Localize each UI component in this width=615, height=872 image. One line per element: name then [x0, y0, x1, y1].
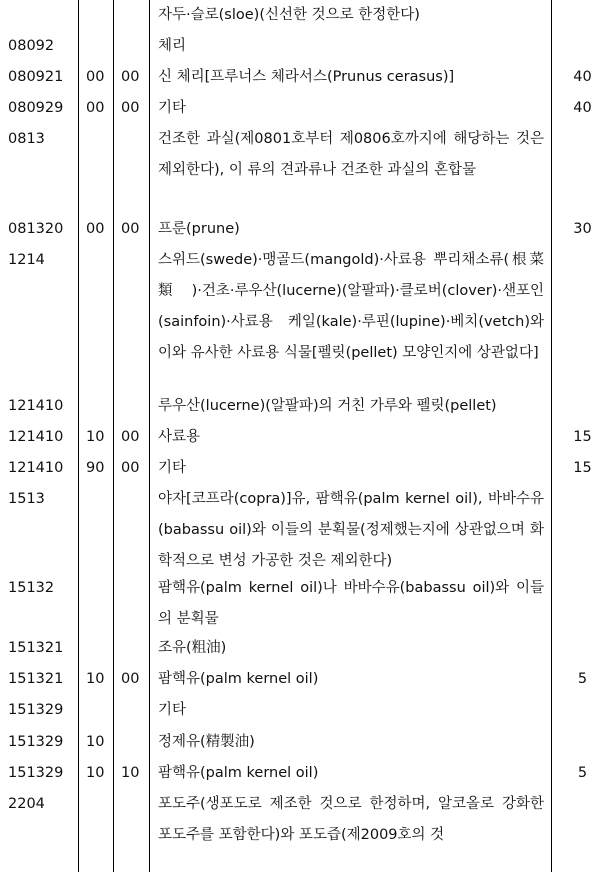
row-rate: 5: [577, 765, 588, 781]
column-divider-code: [78, 0, 79, 872]
row-code: 080921: [8, 69, 64, 85]
row-code: 081320: [8, 221, 64, 237]
row-code: 2204: [8, 796, 45, 812]
column-divider-desc: [551, 0, 552, 872]
row-description: 자두·슬로(sloe)(신선한 것으로 한정한다): [158, 7, 420, 23]
row-code: 080929: [8, 100, 64, 116]
row-sub1: 10: [86, 429, 105, 445]
row-sub2: 00: [121, 100, 140, 116]
row-sub2: 00: [121, 221, 140, 237]
row-description: 신 체리[프루너스 체라서스(Prunus cerasus)]: [158, 69, 455, 85]
row-sub2: 00: [121, 429, 140, 445]
row-sub1: 10: [86, 765, 105, 781]
column-divider-sub2: [149, 0, 150, 872]
row-description: 기타: [158, 460, 187, 476]
row-description: 사료용: [158, 429, 201, 445]
row-sub1: 10: [86, 671, 105, 687]
row-description: 스위드(swede)·맹골드(mangold)·사료용 뿌리채소류(根菜類)·건초·루우산(lucerne)(알팔파)·클로버(clover)·샌포인(sainfoin)·사료용 케일(kale)·루핀(lupine)·베치(vetch)와 이와 유사한 사료용 식물[펠릿(pellet) 모양인지에 상관없다]: [158, 252, 544, 361]
row-code: 08092: [8, 38, 55, 54]
row-description: 기타: [158, 702, 187, 718]
row-description: 정제유(精製油): [158, 734, 255, 750]
row-code: 0813: [8, 131, 45, 147]
row-description: 기타: [158, 100, 187, 116]
row-description: 포도주(생포도로 제조한 것으로 한정하며, 알코올로 강화한 포도주를 포함한다)와 포도즙(제2009호의 것: [158, 796, 544, 843]
row-rate: 15: [573, 429, 592, 445]
row-code: 15132: [8, 580, 55, 596]
row-sub2: 00: [121, 671, 140, 687]
row-sub1: 90: [86, 460, 105, 476]
row-description: 조유(粗油): [158, 640, 227, 656]
row-sub2: 10: [121, 765, 140, 781]
row-description: 야자[코프라(copra)]유, 팜핵유(palm kernel oil), 바바수유(babassu oil)와 이들의 분획물(정제했는지에 상관없으며 화학적으로 변성 가공한 것은 제외한다): [158, 491, 544, 569]
row-code: 151329: [8, 702, 64, 718]
row-code: 121410: [8, 460, 64, 476]
row-description: 팜핵유(palm kernel oil): [158, 671, 319, 687]
row-code: 121410: [8, 398, 64, 414]
row-code: 151321: [8, 640, 64, 656]
row-description: 건조한 과실(제0801호부터 제0806호까지에 해당하는 것은 제외한다), 이 류의 견과류나 건조한 과실의 혼합물: [158, 131, 544, 178]
row-code: 1214: [8, 252, 45, 268]
row-rate: 30: [573, 221, 592, 237]
row-code: 151329: [8, 734, 64, 750]
row-sub1: 10: [86, 734, 105, 750]
row-sub2: 00: [121, 69, 140, 85]
row-rate: 15: [573, 460, 592, 476]
row-description: 팜핵유(palm kernel oil)나 바바수유(babassu oil)와 이들의 분획물: [158, 580, 544, 627]
row-sub1: 00: [86, 69, 105, 85]
row-description: 체리: [158, 38, 187, 54]
row-sub1: 00: [86, 221, 105, 237]
row-rate: 5: [577, 671, 588, 687]
row-code: 1513: [8, 491, 45, 507]
row-rate: 40: [573, 100, 592, 116]
row-sub1: 00: [86, 100, 105, 116]
row-code: 151329: [8, 765, 64, 781]
row-rate: 40: [573, 69, 592, 85]
row-code: 121410: [8, 429, 64, 445]
row-description: 루우산(lucerne)(알팔파)의 거친 가루와 펠릿(pellet): [158, 398, 497, 414]
row-description: 프룬(prune): [158, 221, 240, 237]
row-code: 151321: [8, 671, 64, 687]
row-sub2: 00: [121, 460, 140, 476]
row-description: 팜핵유(palm kernel oil): [158, 765, 319, 781]
column-divider-sub1: [113, 0, 114, 872]
